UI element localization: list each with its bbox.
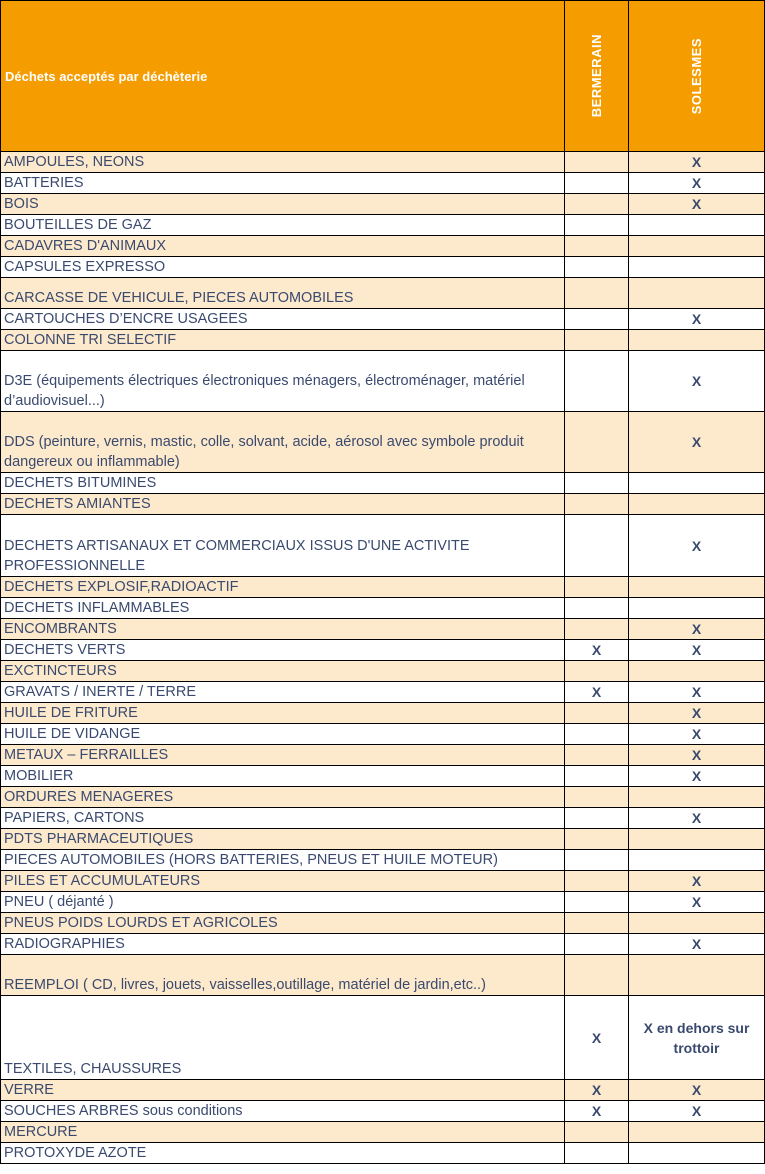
solesmes-mark: X — [629, 703, 765, 724]
bermerain-mark — [565, 577, 629, 598]
solesmes-mark: X — [629, 152, 765, 173]
solesmes-mark — [629, 787, 765, 808]
table-row — [1, 787, 765, 808]
table-header-row — [1, 1, 765, 152]
waste-type-label: PILES ET ACCUMULATEURS — [1, 871, 565, 892]
solesmes-mark — [629, 1122, 765, 1143]
waste-type-label: PAPIERS, CARTONS — [1, 808, 565, 829]
waste-type-label: DECHETS BITUMINES — [1, 473, 565, 494]
solesmes-mark — [629, 215, 765, 236]
waste-type-label: PDTS PHARMACEUTIQUES — [1, 829, 565, 850]
waste-type-label: EXCTINCTEURS — [1, 661, 565, 682]
solesmes-mark: X — [629, 766, 765, 787]
solesmes-mark — [629, 829, 765, 850]
waste-type-label: HUILE DE FRITURE — [1, 703, 565, 724]
bermerain-mark — [565, 703, 629, 724]
waste-type-label: DECHETS VERTS — [1, 640, 565, 661]
waste-type-label: DECHETS ARTISANAUX ET COMMERCIAUX ISSUS D'UNE ACTIVITE PROFESSIONNELLE — [1, 515, 565, 577]
header-bermerain — [565, 1, 629, 152]
table-row — [1, 152, 765, 173]
solesmes-mark — [629, 473, 765, 494]
waste-type-label: BOIS — [1, 194, 565, 215]
waste-type-label: COLONNE TRI SELECTIF — [1, 330, 565, 351]
waste-type-label: CARCASSE DE VEHICULE, PIECES AUTOMOBILES — [1, 278, 565, 309]
solesmes-mark: X — [629, 194, 765, 215]
solesmes-mark: X — [629, 412, 765, 473]
bermerain-mark — [565, 278, 629, 309]
bermerain-mark — [565, 850, 629, 871]
solesmes-mark: X — [629, 934, 765, 955]
bermerain-mark — [565, 412, 629, 473]
table-row — [1, 934, 765, 955]
solesmes-mark: X — [629, 1080, 765, 1101]
solesmes-mark: X — [629, 173, 765, 194]
table-row — [1, 913, 765, 934]
table-row — [1, 473, 765, 494]
table-row — [1, 829, 765, 850]
bermerain-mark: X — [565, 1101, 629, 1122]
bermerain-mark — [565, 236, 629, 257]
solesmes-mark — [629, 494, 765, 515]
header-solesmes-label: SOLESMES — [689, 37, 704, 115]
table-row — [1, 1122, 765, 1143]
table-row — [1, 745, 765, 766]
table-row — [1, 724, 765, 745]
table-row — [1, 850, 765, 871]
header-solesmes — [629, 1, 765, 152]
waste-type-label: PROTOXYDE AZOTE — [1, 1143, 565, 1164]
waste-type-label: PNEU ( déjanté ) — [1, 892, 565, 913]
waste-type-label: METAUX – FERRAILLES — [1, 745, 565, 766]
waste-type-label: MERCURE — [1, 1122, 565, 1143]
waste-type-label: SOUCHES ARBRES sous conditions — [1, 1101, 565, 1122]
bermerain-mark — [565, 871, 629, 892]
waste-type-label: GRAVATS / INERTE / TERRE — [1, 682, 565, 703]
table-row — [1, 871, 765, 892]
waste-type-label: ORDURES MENAGERES — [1, 787, 565, 808]
solesmes-mark — [629, 913, 765, 934]
waste-type-label: AMPOULES, NEONS — [1, 152, 565, 173]
bermerain-mark: X — [565, 996, 629, 1080]
bermerain-mark — [565, 257, 629, 278]
table-row — [1, 330, 765, 351]
bermerain-mark — [565, 330, 629, 351]
bermerain-mark — [565, 934, 629, 955]
table-row — [1, 351, 765, 412]
waste-type-label: DDS (peinture, vernis, mastic, colle, solvant, acide, aérosol avec symbole produit dangereux ou inflammable) — [1, 412, 565, 473]
solesmes-mark — [629, 577, 765, 598]
bermerain-mark — [565, 1143, 629, 1164]
waste-type-label: TEXTILES, CHAUSSURES — [1, 996, 565, 1080]
waste-type-label: PIECES AUTOMOBILES (HORS BATTERIES, PNEUS ET HUILE MOTEUR) — [1, 850, 565, 871]
bermerain-mark: X — [565, 1080, 629, 1101]
solesmes-mark — [629, 330, 765, 351]
table-row — [1, 955, 765, 996]
waste-type-label: D3E (équipements électriques électroniques ménagers, électroménager, matériel d’audiovisuel...) — [1, 351, 565, 412]
solesmes-mark — [629, 257, 765, 278]
solesmes-mark — [629, 955, 765, 996]
table-row — [1, 173, 765, 194]
solesmes-mark — [629, 661, 765, 682]
table-row — [1, 703, 765, 724]
table-row — [1, 619, 765, 640]
table-row — [1, 257, 765, 278]
bermerain-mark — [565, 829, 629, 850]
bermerain-mark — [565, 787, 629, 808]
bermerain-mark — [565, 724, 629, 745]
solesmes-mark: X — [629, 1101, 765, 1122]
header-title: Déchets acceptés par déchèterie — [1, 1, 565, 152]
header-bermerain-label: BERMERAIN — [589, 34, 604, 118]
bermerain-mark — [565, 473, 629, 494]
bermerain-mark — [565, 808, 629, 829]
table-row — [1, 494, 765, 515]
bermerain-mark — [565, 194, 629, 215]
table-row — [1, 766, 765, 787]
waste-type-label: CADAVRES D'ANIMAUX — [1, 236, 565, 257]
waste-type-label: ENCOMBRANTS — [1, 619, 565, 640]
table-row — [1, 215, 765, 236]
solesmes-mark: X — [629, 808, 765, 829]
solesmes-mark: X — [629, 309, 765, 330]
solesmes-mark: X — [629, 745, 765, 766]
table-row — [1, 194, 765, 215]
waste-type-label: DECHETS AMIANTES — [1, 494, 565, 515]
bermerain-mark — [565, 309, 629, 330]
bermerain-mark — [565, 152, 629, 173]
table-row — [1, 309, 765, 330]
solesmes-mark: X — [629, 515, 765, 577]
bermerain-mark — [565, 661, 629, 682]
table-row — [1, 1143, 765, 1164]
waste-type-label: DECHETS INFLAMMABLES — [1, 598, 565, 619]
solesmes-mark: X — [629, 724, 765, 745]
waste-type-label: BOUTEILLES DE GAZ — [1, 215, 565, 236]
table-row — [1, 996, 765, 1080]
bermerain-mark — [565, 766, 629, 787]
table-row — [1, 661, 765, 682]
solesmes-mark: X — [629, 351, 765, 412]
table-row — [1, 278, 765, 309]
waste-type-label: REEMPLOI ( CD, livres, jouets, vaisselles,outillage, matériel de jardin,etc..) — [1, 955, 565, 996]
table-row — [1, 412, 765, 473]
solesmes-mark — [629, 850, 765, 871]
bermerain-mark — [565, 173, 629, 194]
table-row — [1, 892, 765, 913]
table-row — [1, 1080, 765, 1101]
solesmes-mark: X — [629, 892, 765, 913]
waste-type-label: RADIOGRAPHIES — [1, 934, 565, 955]
bermerain-mark — [565, 955, 629, 996]
bermerain-mark — [565, 515, 629, 577]
table-row — [1, 515, 765, 577]
solesmes-mark: X — [629, 871, 765, 892]
solesmes-mark: X — [629, 682, 765, 703]
bermerain-mark — [565, 913, 629, 934]
table-row — [1, 1101, 765, 1122]
waste-type-label: BATTERIES — [1, 173, 565, 194]
waste-type-label: VERRE — [1, 1080, 565, 1101]
solesmes-mark: X — [629, 640, 765, 661]
bermerain-mark — [565, 619, 629, 640]
table-row — [1, 236, 765, 257]
table-row — [1, 808, 765, 829]
waste-type-label: MOBILIER — [1, 766, 565, 787]
waste-type-label: CAPSULES EXPRESSO — [1, 257, 565, 278]
bermerain-mark — [565, 892, 629, 913]
table-row — [1, 598, 765, 619]
bermerain-mark — [565, 215, 629, 236]
solesmes-mark: X en dehors sur trottoir — [629, 996, 765, 1080]
bermerain-mark: X — [565, 640, 629, 661]
bermerain-mark — [565, 745, 629, 766]
waste-type-label: CARTOUCHES D’ENCRE USAGEES — [1, 309, 565, 330]
table-row — [1, 682, 765, 703]
waste-type-label: DECHETS EXPLOSIF,RADIOACTIF — [1, 577, 565, 598]
waste-type-label: HUILE DE VIDANGE — [1, 724, 565, 745]
bermerain-mark: X — [565, 682, 629, 703]
bermerain-mark — [565, 494, 629, 515]
table-row — [1, 577, 765, 598]
solesmes-mark — [629, 1143, 765, 1164]
solesmes-mark — [629, 598, 765, 619]
bermerain-mark — [565, 1122, 629, 1143]
solesmes-mark — [629, 236, 765, 257]
waste-type-label: PNEUS POIDS LOURDS ET AGRICOLES — [1, 913, 565, 934]
solesmes-mark — [629, 278, 765, 309]
table-row — [1, 640, 765, 661]
bermerain-mark — [565, 351, 629, 412]
bermerain-mark — [565, 598, 629, 619]
solesmes-mark: X — [629, 619, 765, 640]
table-body — [1, 152, 765, 1164]
